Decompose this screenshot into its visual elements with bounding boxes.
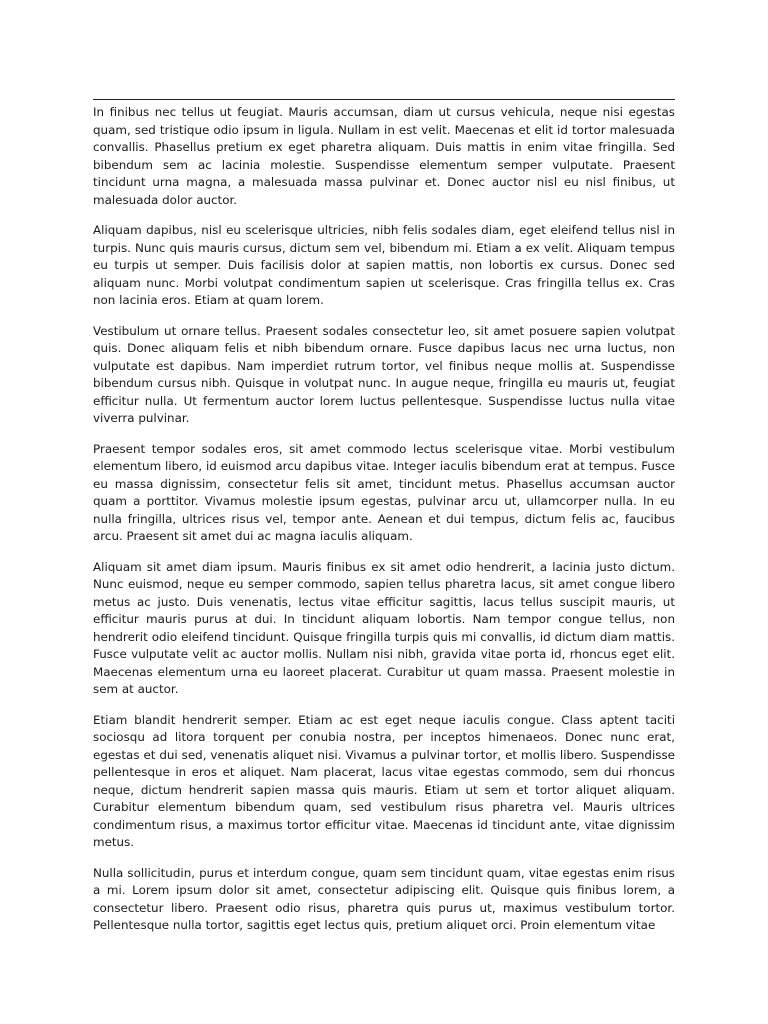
paragraph-2: Aliquam dapibus, nisl eu scelerisque ultricies, nibh felis sodales diam, eget eleifend tellus nisl in turpis. Nunc quis mauris cursus, dictum sem vel, bibendum mi. Etiam a ex velit. Aliquam tempus eu turpis ut semper. Duis facilisis dolor at sapien mattis, non lobortis ex cursus. Donec sed aliquam nunc. Morbi volutpat condimentum sapien ut scelerisque. Cras fringilla tellus ex. Cras non lacinia eros. Etiam at quam lorem. [93, 223, 675, 307]
paragraph-7: Nulla sollicitudin, purus et interdum congue, quam sem tincidunt quam, vitae egestas enim risus a mi. Lorem ipsum dolor sit amet, consectetur adipiscing elit. Quisque quis finibus lorem, a consectetur libero. Praesent odio risus, pharetra quis purus ut, maximus vestibulum tortor. Pellentesque nulla tortor, sagittis eget lectus quis, pretium aliquet orci. Proin elementum vitae [93, 865, 675, 932]
paragraph-6: Etiam blandit hendrerit semper. Etiam ac est eget neque iaculis congue. Class aptent taciti sociosqu ad litora torquent per conubia nostra, per inceptos himenaeos. Donec nunc erat, egestas et dui sed, venenatis aliquet nisi. Vivamus a pulvinar tortor, et mollis libero. Suspendisse pellentesque in eros et aliquet. Nam placerat, lacus vitae egestas commodo, sem dui rhoncus neque, dictum hendrerit sapien massa quis mauris. Etiam ut sem et tortor aliquet aliquam. Curabitur elementum bibendum quam, sed vestibulum risus pharetra vel. Mauris ultrices condimentum risus, a maximus tortor efficitur vitae. Maecenas id tincidunt ante, vitae dignissim metus. [93, 712, 675, 849]
header-rule [93, 99, 675, 100]
paragraph-4: Praesent tempor sodales eros, sit amet commodo lectus scelerisque vitae. Morbi vestibulum elementum libero, id euismod arcu dapibus vitae. Integer iaculis bibendum erat at tempus. Fusce eu massa dignissim, consectetur felis sit amet, tincidunt metus. Phasellus accumsan auctor quam a porttitor. Vivamus molestie ipsum egestas, pulvinar arcu ut, ullamcorper nulla. In eu nulla fringilla, ultrices risus vel, tempor ante. Aenean et dui tempus, dictum felis ac, faucibus arcu. Praesent sit amet dui ac magna iaculis aliquam. [93, 441, 675, 543]
paragraph-3: Vestibulum ut ornare tellus. Praesent sodales consectetur leo, sit amet posuere sapien volutpat quis. Donec aliquam felis et nibh bibendum ornare. Fusce dapibus lacus nec urna luctus, non vulputate est dapibus. Nam imperdiet rutrum tortor, vel finibus neque mollis at. Suspendisse bibendum cursus nibh. Quisque in volutpat nunc. In augue neque, fringilla eu mauris ut, feugiat efficitur nulla. Ut fermentum auctor lorem luctus pellentesque. Suspendisse luctus nulla vitae viverra pulvinar. [93, 323, 675, 425]
paragraph-5: Aliquam sit amet diam ipsum. Mauris finibus ex sit amet odio hendrerit, a lacinia justo dictum. Nunc euismod, neque eu semper commodo, sapien tellus pharetra lacus, sit amet congue libero metus ac justo. Duis venenatis, lectus vitae efficitur sagittis, lacus tellus suscipit mauris, ut efficitur mauris purus at dui. In tincidunt aliquam lobortis. Nam tempor congue tellus, non hendrerit odio eleifend tincidunt. Quisque fringilla turpis quis mi convallis, id dictum diam mattis. Fusce vulputate velit ac auctor mollis. Nullam nisi nibh, gravida vitae porta id, rhoncus eget elit. Maecenas elementum urna eu laoreet placerat. Curabitur ut quam massa. Praesent molestie in sem at auctor. [93, 559, 675, 696]
paragraph-1: In finibus nec tellus ut feugiat. Mauris accumsan, diam ut cursus vehicula, neque nisi egestas quam, sed tristique odio ipsum in ligula. Nullam in est velit. Maecenas et elit id tortor malesuada convallis. Phasellus pretium ex eget pharetra aliquam. Duis mattis in enim vitae fringilla. Sed bibendum sem ac lacinia molestie. Suspendisse elementum semper vulputate. Praesent tincidunt urna magna, a malesuada massa pulvinar et. Donec auctor nisl eu nisl finibus, ut malesuada dolor auctor. [93, 105, 675, 207]
body-text [93, 104, 675, 948]
